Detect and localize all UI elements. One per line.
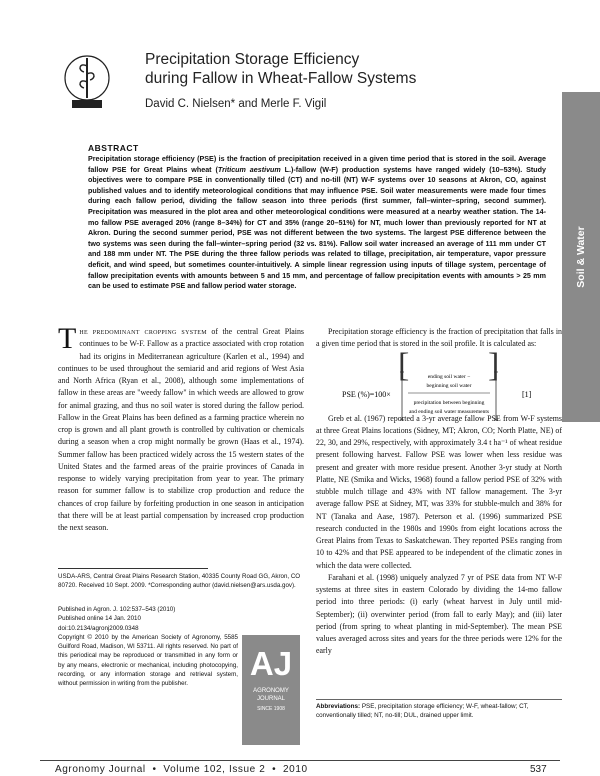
article-title (145, 50, 475, 88)
journal-logo-sub1: AGRONOMY (253, 688, 289, 694)
body-column-1 (58, 322, 304, 534)
eq-den-1: precipitation between beginning (413, 400, 485, 406)
abbreviations-label: Abbreviations: (316, 703, 361, 710)
lead-smallcaps: he predominant cropping system (79, 327, 207, 336)
publication-info (58, 605, 238, 689)
society-logo (62, 48, 112, 116)
authors: David C. Nielsen* and Merle F. Vigil (145, 98, 327, 110)
intro-paragraph (58, 322, 304, 534)
col2-paragraph-1: Precipitation storage efficiency is the fraction of precipitation that falls in a given time period that is stored in the soil profile. It is calculated as: (316, 327, 562, 349)
affiliation: USDA-ARS, Central Great Plains Research Station, 40335 County Road GG, Akron, CO 80720. Received 10 Sept. 2009. *Corresponding author (david.nielsen@ars.usda.gov). (58, 573, 301, 590)
eq-num-1: ending soil water − (427, 374, 471, 380)
intro-text: of the central Great Plains continues to be W-F. Fallow as a practice associated with crop rotation had its origins in Mediterranean agriculture (Karlen et al., 1994) and continues to be used throughout the semiarid and arid regions of West Asia and North Africa (Ryan et al., 2008), although some implementations of fallow in these areas are "weedy fallow" in which weeds are allowed to grow for animal grazing, and thus no soil water is stored during the fallow period. Fallow in the Great Plains has been defined as a farming practice wherein no crop is grown and all plant growth is controlled by cultivation or chemicals during a season when a crop might normally be grown (Haas et al., 1974). Summer fallow has been practiced widely across the 15 western states of the United States and the farmed areas of the prairie provinces of Canada in response to widely varying precipitation from year to year. The primary reason for summer fallow is to stabilize crop production and reduce the chances of crop failure by forfeiting production in one season in anticipation that there will be at least partial compensation by increased crop production the next season. (58, 327, 304, 532)
eq-bracket-left: [ (398, 347, 410, 384)
drop-cap: T (58, 322, 77, 355)
abstract-text (88, 154, 546, 292)
abstract-part-b: L.)-fallow (W-F) production systems have ranged widely (10–53%). Study objectives were to compare PSE in conventionally tilled (CT) and no-till (NT) W-F systems over 10 seasons at Akron, CO, against published values and to identify meteorological conditions that may influence PSE. Soil water measurements were made four times during each fallow period, dividing the fallow season into three periods (first summer, fall–winter–spring, second summer). Precipitation was measured in the plot area and other meteorological conditions were measured at a nearby weather station. The 14-mo fallow PSE averaged 20% (range 8–34%) for CT and 35% (range 20–51%) for NT, much lower than previously reported for NT at Akron. During the second summer period, PSE was not different between the two systems. The largest PSE difference between the two systems was seen during the fall–winter–spring period (32 vs. 81%). Fallow soil water increased an average of 111 mm under CT and 188 mm under NT. The PSE during the three fallow periods was related to tillage, precipitation, air temperature, vapor pressure deficit, and wind speed, but sometimes counter-intuitively. A simple linear regression using inputs of tillage system, percentage of fallow precipitation events with amounts between 5 and 15 mm, and percentage of fallow precipitation events with amounts > 25 mm can be used to estimate PSE and fallow period water storage. (88, 165, 546, 291)
eq-label: [1] (522, 390, 532, 399)
pub-doi: doi:10.2134/agronj2009.0348 (58, 624, 139, 632)
eq-bracket-right: ] (488, 347, 500, 384)
abbreviations-rule (316, 699, 562, 700)
eq-den-2: and ending soil water measurements (408, 409, 490, 415)
section-tab (562, 92, 600, 422)
footer-journal: Agronomy Journal • Volume 102, Issue 2 • 2010 (55, 764, 308, 775)
section-tab-label: Soil & Water (575, 226, 587, 288)
pub-online: Published online 14 Jan. 2010 (58, 615, 141, 623)
abbreviations (316, 702, 562, 721)
journal-logo-year: SINCE 1908 (257, 706, 285, 712)
footer-rule (40, 760, 560, 761)
copyright: Copyright © 2010 by the American Society of Agronomy, 5585 Guilford Road, Madison, WI 53711. All rights reserved. No part of this periodical may be reproduced or transmitted in any form or by any means, electronic or mechanical, including photocopying, recording, or any information storage and retrieval system, without permission in writing from the publisher. (58, 633, 238, 688)
abbreviations-text: PSE, precipitation storage efficiency; W-F, wheat-fallow; CT, conventionally tilled; NT, no-till; DUL, drained upper limit. (316, 703, 529, 720)
eq-num-2: beginning soil water (426, 383, 472, 389)
title-line-1: Precipitation Storage Efficiency (145, 51, 360, 68)
journal-logo (242, 635, 300, 745)
abstract-part-a: Precipitation storage efficiency (PSE) is the fraction of precipitation received in a given time period that is stored in the soil. Average fallow PSE for Great Plains wheat ( (88, 155, 546, 174)
journal-logo-mark: AJ (249, 645, 293, 682)
pub-citation: Published in Agron. J. 102:537–543 (2010) (58, 606, 176, 613)
col2-paragraph-2: Greb et al. (1967) reported a 3-yr average fallow PSE from W-F systems at three Great Plains locations (Sidney, MT; Akron, CO; North Platte, NE) of 22, 30, and 29%, respectively, with approximately 3.4 t ha⁻¹ of wheat residue present following harvest. Fallow PSE was lower when less residue was present and greater with more residue present. Another 3-yr study at North Platte, NE (Smika and Wicks, 1968) found a fallow period PSE of 32% with stubble mulch tillage and 43% with NT fallow management. The 3-yr average fallow PSE at Sidney, MT, was 33% for stubble-mulch and 38% for NT (Tanaka and Aase, 1987). Peterson et al. (1996) summarized PSE research conducted in the 1980s and 1990s from eight locations across the Great Plains from Texas to Saskatchewan. They reported PSEs ranging from 10 to 42% and that PSE appeared to be independent of the climatic zones in which the data were collected. (316, 413, 562, 570)
page-number: 537 (530, 764, 547, 775)
footnote-rule (58, 568, 208, 569)
abstract-heading: ABSTRACT (88, 143, 139, 153)
species-name: Triticum aestivum (217, 165, 281, 174)
eq-lhs: PSE (%)=100× (342, 390, 391, 399)
title-line-2: during Fallow in Wheat-Fallow Systems (145, 70, 417, 87)
col2-paragraph-3: Farahani et al. (1998) uniquely analyzed 7 yr of PSE data from NT W-F systems at three sites in eastern Colorado by dividing the 14-mo fallow period into three periods: (i) early (wheat harvest in July until mid-September); (ii) overwinter period (from fall to early May); and (iii) later period (from spring to wheat planting in mid-September). The mean PSE values averaged across sites and years for the three periods were 12% for the early (316, 572, 562, 656)
equation-1 (342, 347, 562, 424)
journal-logo-sub2: JOURNAL (256, 696, 285, 702)
